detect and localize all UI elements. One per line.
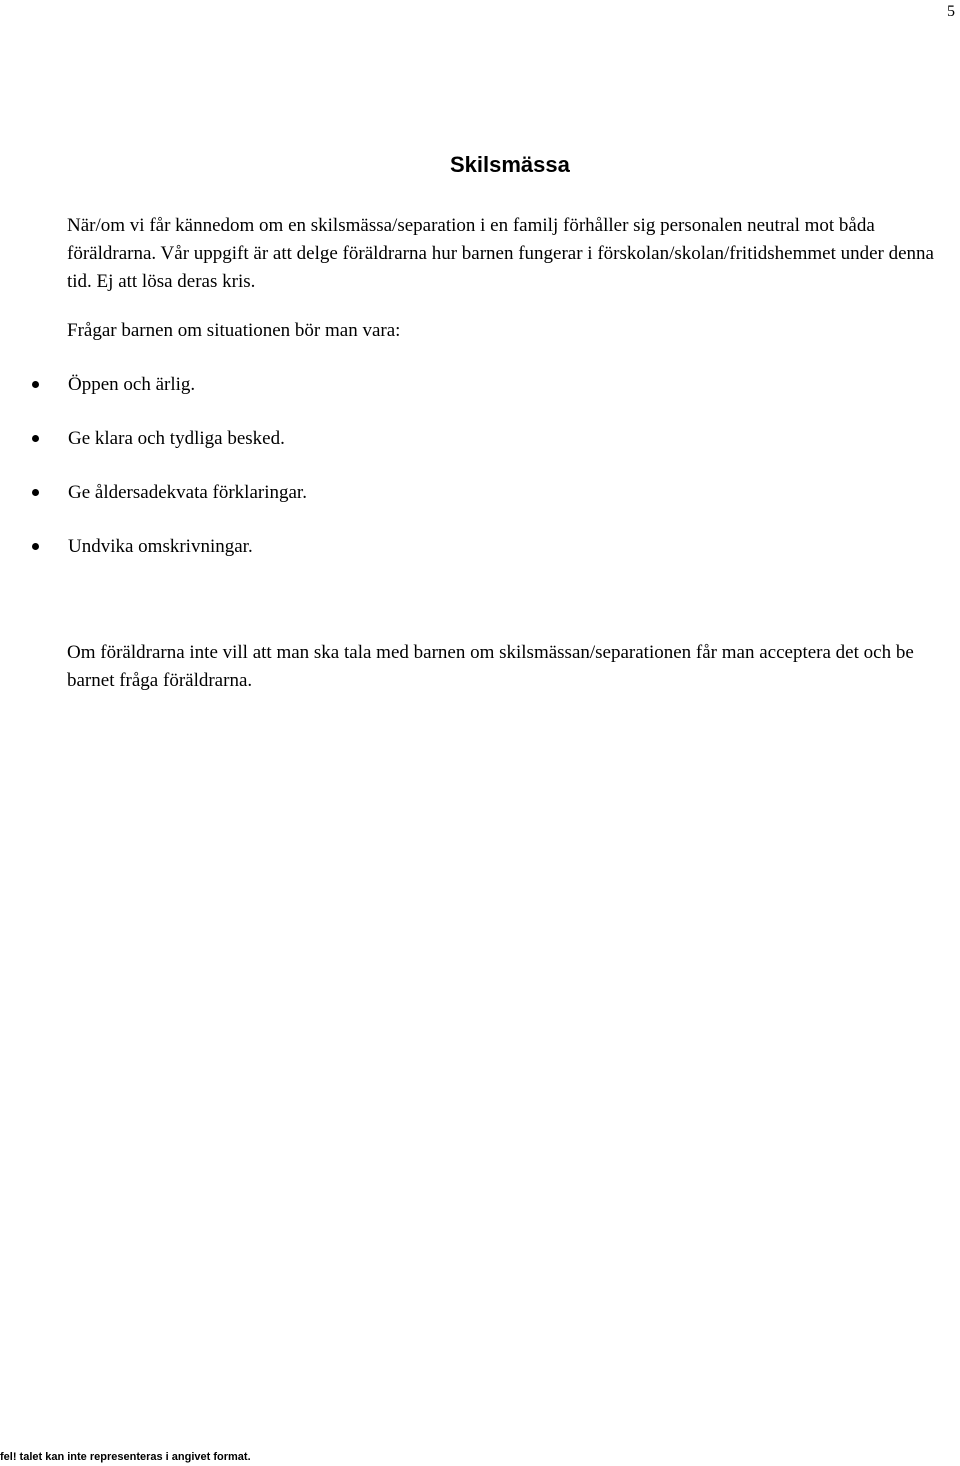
bullet-icon [32,543,39,550]
list-lead-text: Frågar barnen om situationen bör man vara: [67,320,401,341]
list-item-text: Öppen och ärlig. [68,374,196,395]
list-item-text: Ge klara och tydliga besked. [68,428,285,449]
list-item-text: Undvika omskrivningar. [68,536,253,557]
bullet-icon [32,489,39,496]
list-item [0,425,307,479]
intro-paragraph: När/om vi får kännedom om en skilsmässa/separation i en familj förhåller sig personalen neutral mot båda föräldrarna. Vår uppgift är att delge föräldrarna hur barnen fungerar i förskolan/skolan/fritidshemmet under denna tid. Ej att lösa deras kris. [67,215,934,292]
list-item [0,533,307,587]
list-item-text: Ge åldersadekvata förklaringar. [68,482,307,503]
closing-paragraph: Om föräldrarna inte vill att man ska tala med barnen om skilsmässan/separationen får man acceptera det och be barnet fråga föräldrarna. [67,642,914,691]
list-item [0,479,307,533]
footer-error-text: fel! talet kan inte representeras i angivet format. [0,1451,251,1463]
bullet-icon [32,435,39,442]
page-title: Skilsmässa [450,152,570,177]
page-number: 5 [947,3,955,20]
list-item [0,371,307,425]
bullet-list [0,371,307,587]
bullet-icon [32,381,39,388]
